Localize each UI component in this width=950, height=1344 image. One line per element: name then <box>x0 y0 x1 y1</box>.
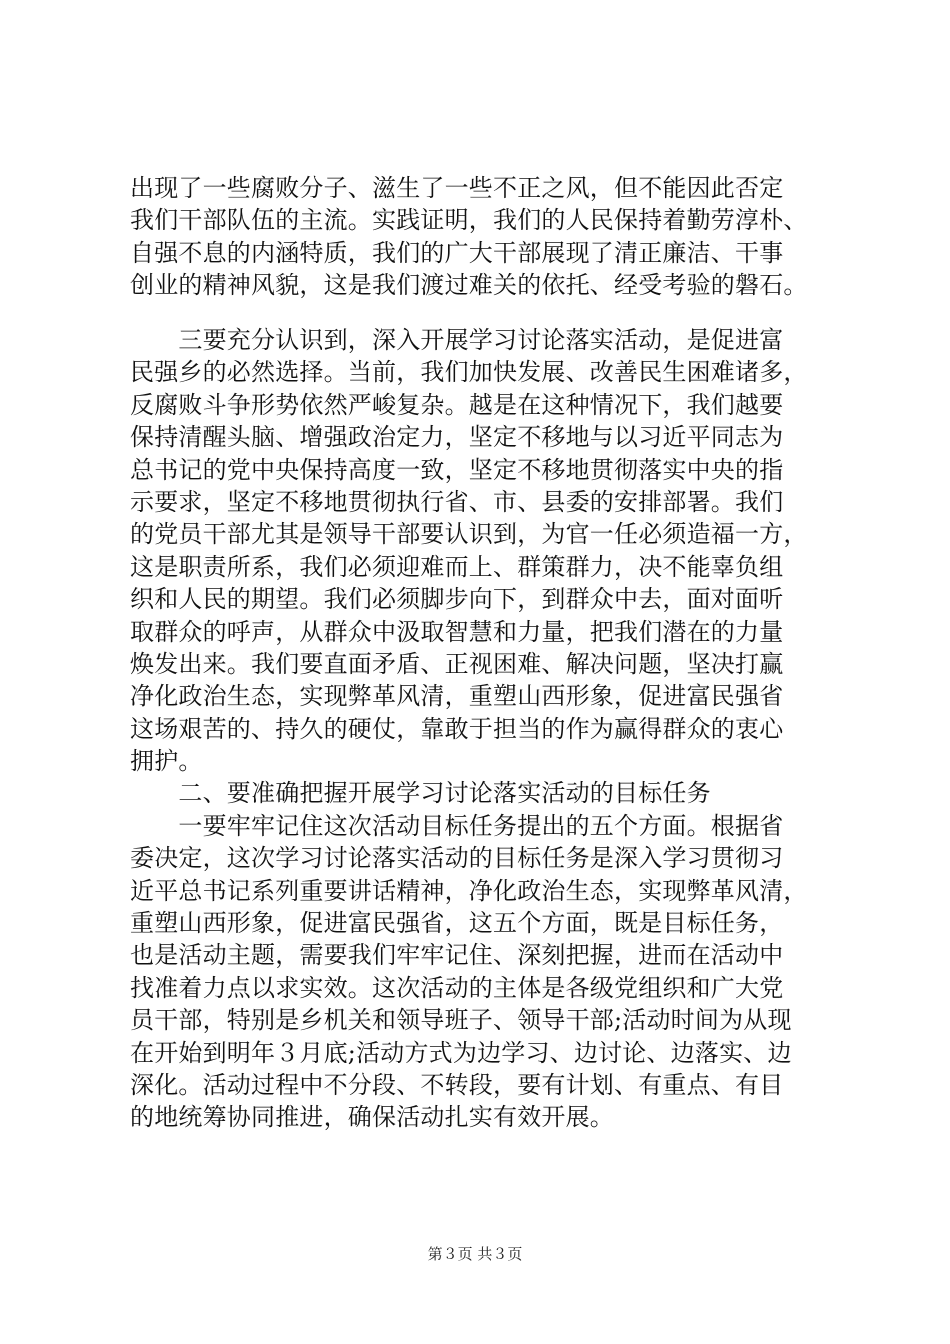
text-line: 出现了一些腐败分子、滋生了一些不正之风，但不能因此否定 <box>130 174 784 202</box>
paragraph-continuation <box>130 172 860 302</box>
text-line: 的党员干部尤其是领导干部要认识到，为官一任必须造福一方， <box>130 520 808 549</box>
text-line: 员干部，特别是乡机关和领导班子、领导干部;活动时间为从现 <box>130 1006 792 1035</box>
text-line: 的地统筹协同推进，确保活动扎实有效开展。 <box>130 1103 614 1132</box>
text-line: 民强乡的必然选择。当前，我们加快发展、改善民生困难诸多， <box>130 358 808 387</box>
text-line: 反腐败斗争形势依然严峻复杂。越是在这种情况下，我们越要 <box>130 390 784 419</box>
section-heading: 二、要准确把握开展学习讨论落实活动的目标任务 <box>130 779 711 808</box>
body-text <box>130 324 860 1134</box>
text-line: 近平总书记系列重要讲话精神，净化政治生态，实现弊革风清， <box>130 876 808 905</box>
text-line: 保持清醒头脑、增强政治定力，坚定不移地与以习近平同志为 <box>130 423 784 452</box>
text-line: 这是职责所系，我们必须迎难而上、群策群力，决不能辜负组 <box>130 552 784 581</box>
text-line: 深化。活动过程中不分段、不转段，要有计划、有重点、有目 <box>130 1070 784 1099</box>
text-line: 净化政治生态，实现弊革风清，重塑山西形象，促进富民强省 <box>130 682 784 711</box>
text-line: 创业的精神风貌，这是我们渡过难关的依托、经受考验的磐石。 <box>130 271 808 300</box>
text-line: 示要求，坚定不移地贯彻执行省、市、县委的安排部署。我们 <box>130 487 784 516</box>
text-line: 重塑山西形象，促进富民强省，这五个方面，既是目标任务， <box>130 909 784 938</box>
text-line: 取群众的呼声，从群众中汲取智慧和力量，把我们潜在的力量 <box>130 617 784 646</box>
text-line: 拥护。 <box>130 747 203 776</box>
text-line: 在开始到明年３月底;活动方式为边学习、边讨论、边落实、边 <box>130 1038 792 1067</box>
text-line: 自强不息的内涵特质，我们的广大干部展现了清正廉洁、干事 <box>130 238 784 267</box>
page-footer: 第３页 共３页 <box>427 1245 523 1263</box>
text-line: 总书记的党中央保持高度一致，坚定不移地贯彻落实中央的指 <box>130 455 784 484</box>
text-line: 我们干部队伍的主流。实践证明，我们的人民保持着勤劳淳朴、 <box>130 206 808 235</box>
text-line: 也是活动主题，需要我们牢牢记住、深刻把握，进而在活动中 <box>130 941 784 970</box>
text-line: 委决定，这次学习讨论落实活动的目标任务是深入学习贯彻习 <box>130 844 784 873</box>
text-line: 一要牢牢记住这次活动目标任务提出的五个方面。根据省 <box>130 811 784 840</box>
text-line: 找准着力点以求实效。这次活动的主体是各级党组织和广大党 <box>130 973 784 1002</box>
text-line: 三要充分认识到，深入开展学习讨论落实活动，是促进富 <box>130 326 784 354</box>
text-line: 焕发出来。我们要直面矛盾、正视困难、解决问题，坚决打赢 <box>130 649 784 678</box>
text-line: 织和人民的期望。我们必须脚步向下，到群众中去，面对面听 <box>130 585 784 614</box>
text-line: 这场艰苦的、持久的硬仗，靠敢于担当的作为赢得群众的衷心 <box>130 714 784 743</box>
